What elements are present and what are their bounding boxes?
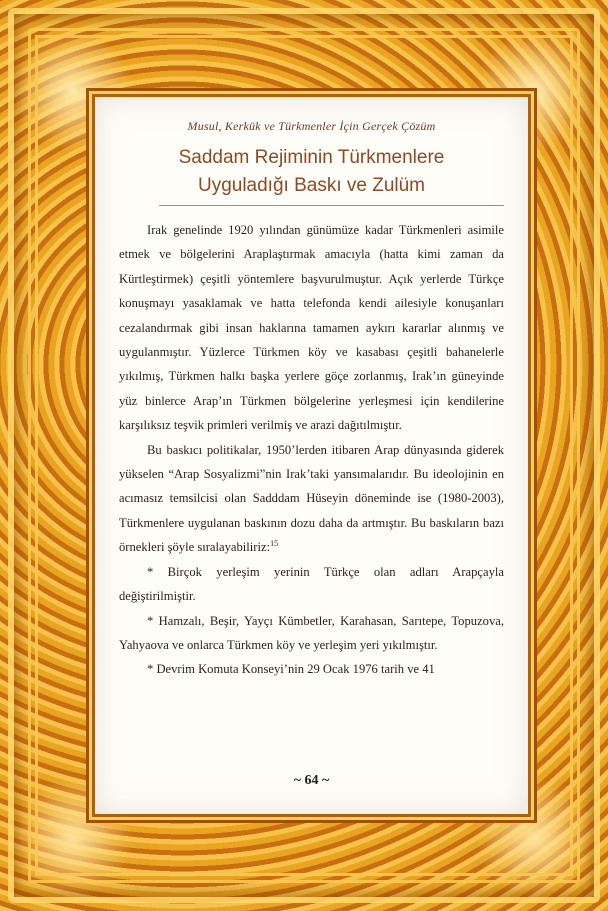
list-item: * Birçok yerleşim yerinin Türkçe olan adları Arapçayla değiştirilmiştir. xyxy=(119,564,504,604)
paragraph: Irak genelinde 1920 yılından günümüze kadar Türkmenleri asimile etmek ve bölgelerini Araplaştırmak amacıyla (hatta kimi zaman da Kürtleştirmek) çeşitli yöntemlere başvurulmuştur. Açık yerlerde Türkçe konuşmayı yasaklamak ve hatta telefonda kendi ailesiyle konuşanları cezalandırmak gibi insan haklarına tamamen aykırı kararlar alınmış ve uygulanmıştır. Yüzlerce Türkmen köy ve kasabası çeşitli bahanelerle yıkılmış, Türkmen halkı başka yerlere göçe zorlanmış, Irak’ın güneyinde yüz binlerce Arap’ın Türkmen bölgelerine yerleşmesi için kendilerine karşılıksız teşvik primleri verilmiş ve arazi dağıtılmıştır. xyxy=(119,223,504,433)
book-page xyxy=(95,97,528,814)
list-item: * Hamzalı, Beşir, Yayçı Kümbetler, Karahasan, Sarıtepe, Topuzova, Yahyaova ve onlarca Türkmen köy ve yerleşim yeri yıkılmıştır. xyxy=(119,613,504,652)
footnote-reference: 15 xyxy=(270,539,279,549)
title-underline xyxy=(159,205,504,206)
page-number: ~ 64 ~ xyxy=(293,773,330,788)
list-item: * Devrim Komuta Konseyi’nin 29 Ocak 1976 tarih ve 41 xyxy=(147,662,435,677)
running-head: Musul, Kerkük ve Türkmenler İçin Gerçek Çözüm xyxy=(187,119,436,133)
body-text xyxy=(119,218,504,682)
paragraph-text: Bu baskıcı politikalar, 1950’lerden itibaren Arap dünyasında giderek yükselen “Arap Sosyalizmi”nin Irak’taki yansımalarıdır. Bu ideolojinin en acımasız temsilcisi olan Sadddam Hüseyin döneminde ise (1980-2003), Türkmenlere uygulanan baskının dozu daha da artmıştır. Bu baskıların bazı örnekleri şöyle sıralayabiliriz: xyxy=(119,442,504,555)
chapter-title-line-2: Uyguladığı Baskı ve Zulüm xyxy=(197,175,426,196)
chapter-title xyxy=(119,144,504,200)
chapter-title-line-1: Saddam Rejiminin Türkmenlere xyxy=(178,147,445,168)
paragraph xyxy=(119,438,504,560)
